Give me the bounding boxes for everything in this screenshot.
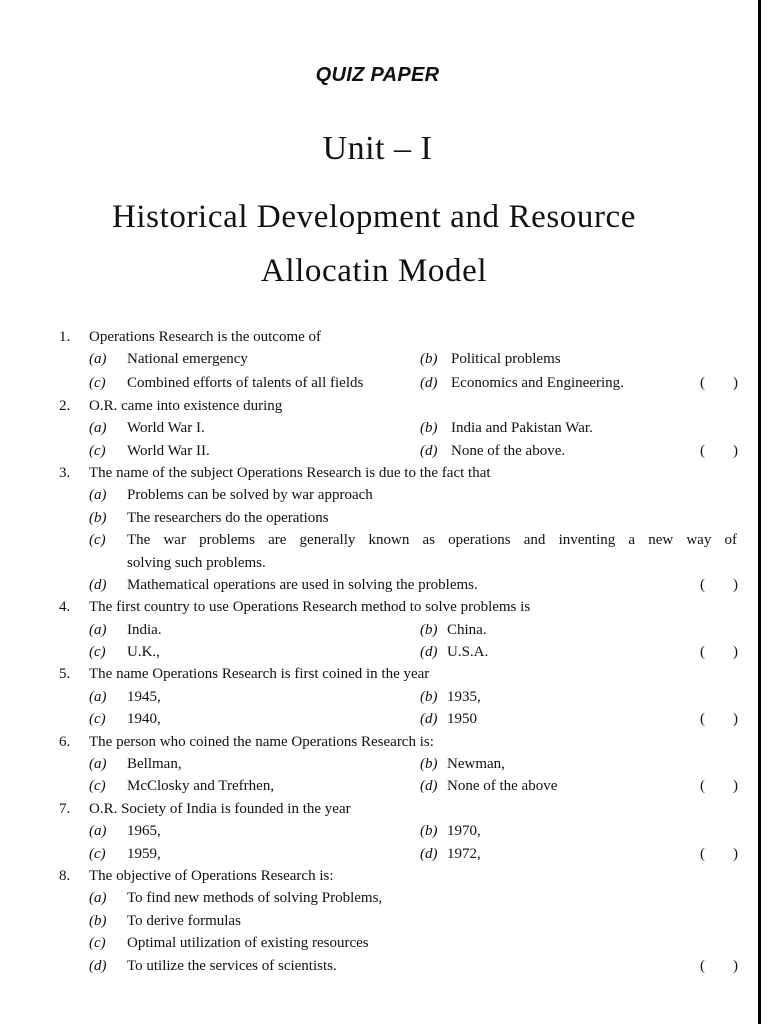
option-row: (c) 1959, (d) 1972, ( ) <box>0 843 758 865</box>
option-row: (c) U.K., (d) U.S.A. ( ) <box>0 641 758 663</box>
option-text: National emergency <box>127 351 248 368</box>
option-text-continuation: solving such problems. <box>127 554 266 571</box>
option-label: (b) <box>420 621 438 638</box>
question-text: O.R. Society of India is founded in the year <box>89 800 351 817</box>
question-number: 4. <box>59 599 71 616</box>
unit-title: Unit – I <box>322 130 433 167</box>
option-label: (d) <box>420 711 438 728</box>
option-row: (c) World War II. (d) None of the above. ( ) <box>0 440 758 462</box>
option-row <box>0 484 758 506</box>
question-5 <box>0 663 758 685</box>
option-text: None of the above <box>447 778 558 795</box>
option-row <box>0 348 758 372</box>
quiz-paper-label: QUIZ PAPER <box>315 64 440 86</box>
option-label: (b) <box>420 756 438 773</box>
option-text: World War II. <box>127 442 210 459</box>
option-row: (c) McClosky and Trefrhen, (d) None of the above ( ) <box>0 775 758 797</box>
question-7 <box>0 798 758 820</box>
option-label: (a) <box>89 756 107 773</box>
option-label: (c) <box>89 442 106 459</box>
option-text: 1959, <box>127 845 161 862</box>
option-row <box>0 887 758 909</box>
option-label: (d) <box>89 576 107 593</box>
option-text: The researchers do the operations <box>127 509 329 526</box>
option-label: (d) <box>420 442 438 459</box>
page-edge-rule <box>758 0 761 1024</box>
option-text: To find new methods of solving Problems, <box>127 890 383 907</box>
option-text: None of the above. <box>451 442 566 459</box>
option-label: (c) <box>89 644 106 661</box>
option-text: Political problems <box>451 351 561 368</box>
option-text: 1970, <box>447 823 481 840</box>
option-row <box>0 507 758 529</box>
question-number: 8. <box>59 867 71 884</box>
option-text: Bellman, <box>127 756 182 773</box>
option-text: 1972, <box>447 845 481 862</box>
option-label: (a) <box>89 487 107 504</box>
option-label: (b) <box>89 912 107 929</box>
question-text: Operations Research is the outcome of <box>89 329 322 345</box>
option-label: (a) <box>89 621 107 638</box>
option-text: Newman, <box>447 756 505 773</box>
option-label: (c) <box>89 935 106 952</box>
question-8 <box>0 865 758 887</box>
option-text: To utilize the services of scientists. <box>127 957 337 974</box>
option-text: China. <box>447 621 487 638</box>
option-text: Combined efforts of talents of all fields <box>127 375 364 392</box>
option-label: (c) <box>89 778 106 795</box>
option-text: To derive formulas <box>127 912 241 929</box>
option-label: (a) <box>89 688 107 705</box>
option-label: (a) <box>89 351 107 368</box>
question-number: 6. <box>59 733 71 750</box>
chapter-title <box>0 190 748 298</box>
option-label: (b) <box>420 420 438 437</box>
option-label: (c) <box>89 532 106 549</box>
question-number: 1. <box>59 329 71 345</box>
option-row: (d) Mathematical operations are used in solving the problems. ( ) <box>0 574 758 596</box>
option-label: (d) <box>420 375 438 392</box>
option-text: U.K., <box>127 644 160 661</box>
option-text: World War I. <box>127 420 205 437</box>
question-1 <box>0 326 758 348</box>
option-row <box>0 529 758 551</box>
option-row <box>0 932 758 954</box>
option-label: (a) <box>89 890 107 907</box>
option-label: (b) <box>420 823 438 840</box>
option-label: (d) <box>420 644 438 661</box>
option-text: India. <box>127 621 162 638</box>
question-number: 2. <box>59 397 71 414</box>
option-text: 1965, <box>127 823 161 840</box>
option-row <box>0 910 758 932</box>
question-number: 7. <box>59 800 71 817</box>
question-4 <box>0 596 758 618</box>
option-label: (c) <box>89 711 106 728</box>
option-row: (c) Combined efforts of talents of all fields (d) Economics and Engineering. ( ) <box>0 372 758 394</box>
question-3 <box>0 462 758 484</box>
option-label: (b) <box>420 351 438 368</box>
question-text: The first country to use Operations Research method to solve problems is <box>89 599 531 616</box>
question-text: The name of the subject Operations Research is due to the fact that <box>89 464 491 481</box>
option-label: (c) <box>89 845 106 862</box>
option-text: Problems can be solved by war approach <box>127 487 373 504</box>
question-6 <box>0 731 758 753</box>
question-text: The name Operations Research is first coined in the year <box>89 666 430 683</box>
option-label: (c) <box>89 375 106 392</box>
option-label: (d) <box>420 778 438 795</box>
option-row: (d) To utilize the services of scientists. ( ) <box>0 955 758 977</box>
option-text: The war problems are generally known as operations and inventing a new way of <box>127 532 737 549</box>
option-row <box>0 417 758 439</box>
chapter-title-line-1: Historical Development and Resource <box>111 199 637 235</box>
option-row <box>0 820 758 842</box>
option-label: (b) <box>89 509 107 526</box>
option-text: 1945, <box>127 688 161 705</box>
option-text: India and Pakistan War. <box>451 420 593 437</box>
question-number: 3. <box>59 464 71 481</box>
option-label: (a) <box>89 420 107 437</box>
option-text: McClosky and Trefrhen, <box>127 778 275 795</box>
option-text: U.S.A. <box>447 644 489 661</box>
option-text: 1935, <box>447 688 481 705</box>
option-label: (d) <box>420 845 438 862</box>
option-label: (d) <box>89 957 107 974</box>
question-text: The person who coined the name Operations Research is: <box>89 733 434 750</box>
option-label: (b) <box>420 688 438 705</box>
option-text: 1940, <box>127 711 161 728</box>
option-text: Mathematical operations are used in solving the problems. <box>127 576 478 593</box>
option-text: Economics and Engineering. <box>451 375 624 392</box>
option-row: (c) 1940, (d) 1950 ( ) <box>0 708 758 730</box>
question-text: The objective of Operations Research is: <box>89 867 334 884</box>
option-row <box>0 686 758 708</box>
option-continuation-row <box>0 552 758 574</box>
question-list <box>0 326 758 977</box>
option-row <box>0 753 758 775</box>
question-number: 5. <box>59 666 71 683</box>
question-text: O.R. came into existence during <box>89 397 283 414</box>
chapter-title-line-2: Allocatin Model <box>260 253 488 289</box>
option-text: Optimal utilization of existing resources <box>127 935 369 952</box>
option-row <box>0 619 758 641</box>
option-label: (a) <box>89 823 107 840</box>
option-text: 1950 <box>447 711 477 728</box>
question-2 <box>0 395 758 417</box>
